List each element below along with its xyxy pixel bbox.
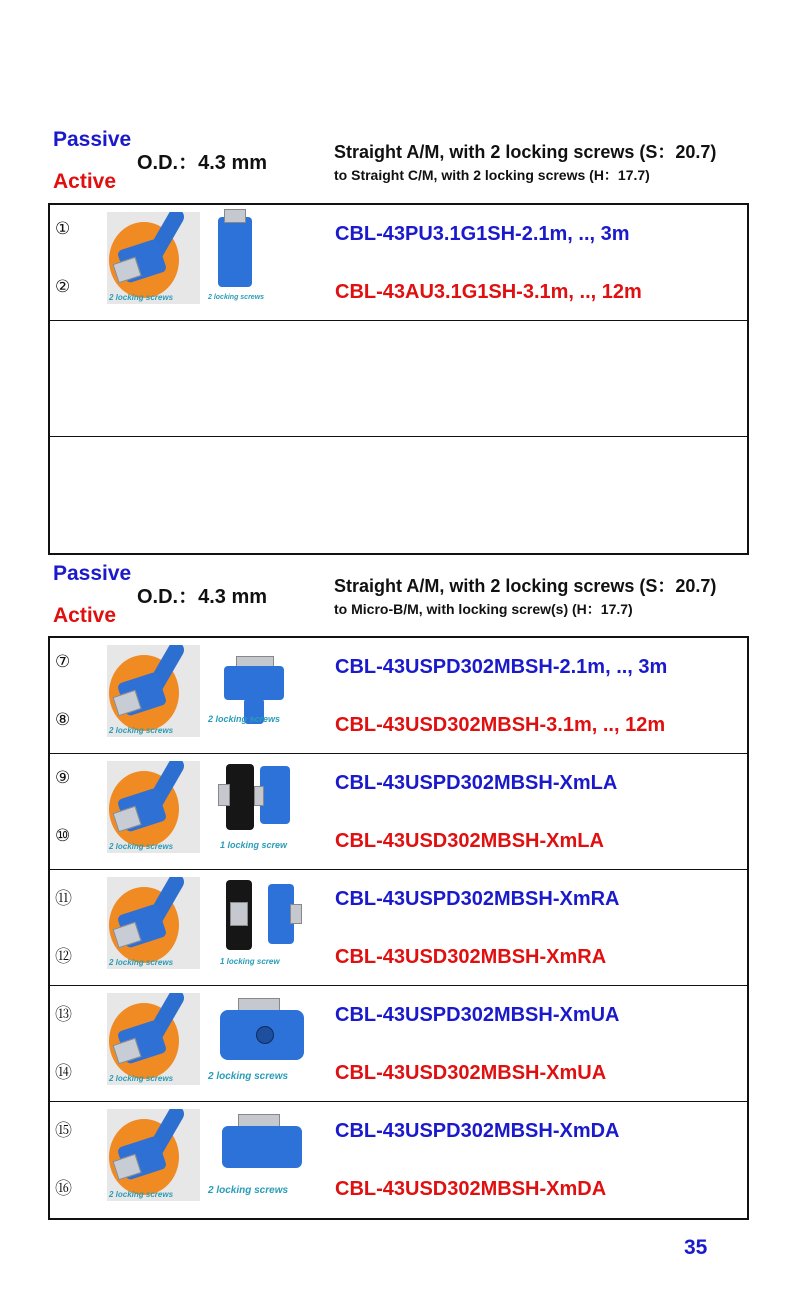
item-number: ⑮	[55, 1121, 72, 1141]
plug-caption: 2 locking screws	[109, 726, 174, 735]
connector-caption: 2 locking screws	[208, 294, 265, 301]
usb-a-plug-image	[107, 1109, 200, 1201]
item-number: ⑭	[55, 1063, 72, 1083]
item-number: ①	[55, 219, 71, 239]
section-1-header	[0, 128, 800, 198]
connector-caption: 2 locking screws	[208, 1071, 289, 1082]
outer-diameter: O.D.：4.3 mm	[137, 586, 268, 608]
plug-caption: 2 locking screws	[109, 1074, 174, 1083]
part-number-passive: CBL-43USPD302MBSH-XmDA	[335, 1120, 620, 1142]
part-number-active: CBL-43USD302MBSH-3.1m, .., 12m	[335, 714, 666, 736]
connector-caption: 2 locking screws	[208, 714, 281, 724]
empty-table-row	[50, 437, 747, 553]
description-line-1: Straight A/M, with 2 locking screws (S：20.7)	[334, 576, 717, 596]
part-number-passive: CBL-43USPD302MBSH-XmRA	[335, 888, 620, 910]
plug-caption: 2 locking screws	[109, 293, 174, 302]
connector-caption: 2 locking screws	[208, 1185, 289, 1196]
part-number-active: CBL-43AU3.1G1SH-3.1m, .., 12m	[335, 281, 642, 303]
micro-b-up-angle-connector-image	[208, 996, 324, 1082]
description-line-1: Straight A/M, with 2 locking screws (S：20.7)	[334, 142, 717, 162]
plug-caption: 2 locking screws	[109, 842, 174, 851]
table-row	[50, 986, 747, 1102]
item-number: ⑯	[55, 1179, 72, 1199]
table-row	[50, 1102, 747, 1218]
item-number: ⑫	[55, 947, 72, 967]
active-label: Active	[53, 604, 117, 627]
section-2-table	[48, 636, 749, 1220]
micro-b-right-angle-connector-image	[218, 880, 318, 966]
table-row	[50, 870, 747, 986]
connector-caption: 1 locking screw	[220, 957, 280, 966]
item-number: ⑧	[55, 710, 71, 730]
part-number-active: CBL-43USD302MBSH-XmRA	[335, 946, 607, 968]
table-row	[50, 754, 747, 870]
part-number-passive: CBL-43USPD302MBSH-XmUA	[335, 1004, 620, 1026]
active-label: Active	[53, 170, 117, 193]
outer-diameter: O.D.：4.3 mm	[137, 152, 268, 174]
usb-a-plug-image	[107, 761, 200, 853]
part-number-active: CBL-43USD302MBSH-XmDA	[335, 1178, 607, 1200]
item-number: ②	[55, 277, 71, 297]
usb-a-plug-image	[107, 212, 200, 304]
part-number-passive: CBL-43USPD302MBSH-XmLA	[335, 772, 618, 794]
micro-b-left-angle-connector-image	[218, 764, 318, 850]
description-line-2: to Micro-B/M, with locking screw(s) (H：17.7)	[334, 601, 633, 617]
page-number: 35	[684, 1236, 708, 1259]
section-2-header	[0, 562, 800, 632]
passive-label: Passive	[53, 128, 132, 151]
micro-b-down-angle-connector-image	[208, 1112, 324, 1198]
part-number-passive: CBL-43USPD302MBSH-2.1m, .., 3m	[335, 656, 668, 678]
part-number-active: CBL-43USD302MBSH-XmUA	[335, 1062, 607, 1084]
micro-b-connector-image	[208, 648, 318, 734]
item-number: ⑬	[55, 1005, 72, 1025]
usb-a-plug-image	[107, 877, 200, 969]
usb-c-connector-image	[208, 215, 278, 301]
description-line-2: to Straight C/M, with 2 locking screws (H：17.7)	[334, 167, 650, 183]
plug-caption: 2 locking screws	[109, 1190, 174, 1199]
section-1-table	[48, 203, 749, 555]
item-number: ⑪	[55, 889, 72, 909]
part-number-active: CBL-43USD302MBSH-XmLA	[335, 830, 604, 852]
item-number: ⑦	[55, 652, 71, 672]
usb-a-plug-image	[107, 993, 200, 1085]
empty-table-row	[50, 321, 747, 437]
plug-caption: 2 locking screws	[109, 958, 174, 967]
item-number: ⑩	[55, 826, 71, 846]
table-row	[50, 205, 747, 321]
passive-label: Passive	[53, 562, 132, 585]
usb-a-plug-image	[107, 645, 200, 737]
table-row	[50, 638, 747, 754]
part-number-passive: CBL-43PU3.1G1SH-2.1m, .., 3m	[335, 223, 630, 245]
item-number: ⑨	[55, 768, 71, 788]
connector-caption: 1 locking screw	[220, 840, 288, 850]
